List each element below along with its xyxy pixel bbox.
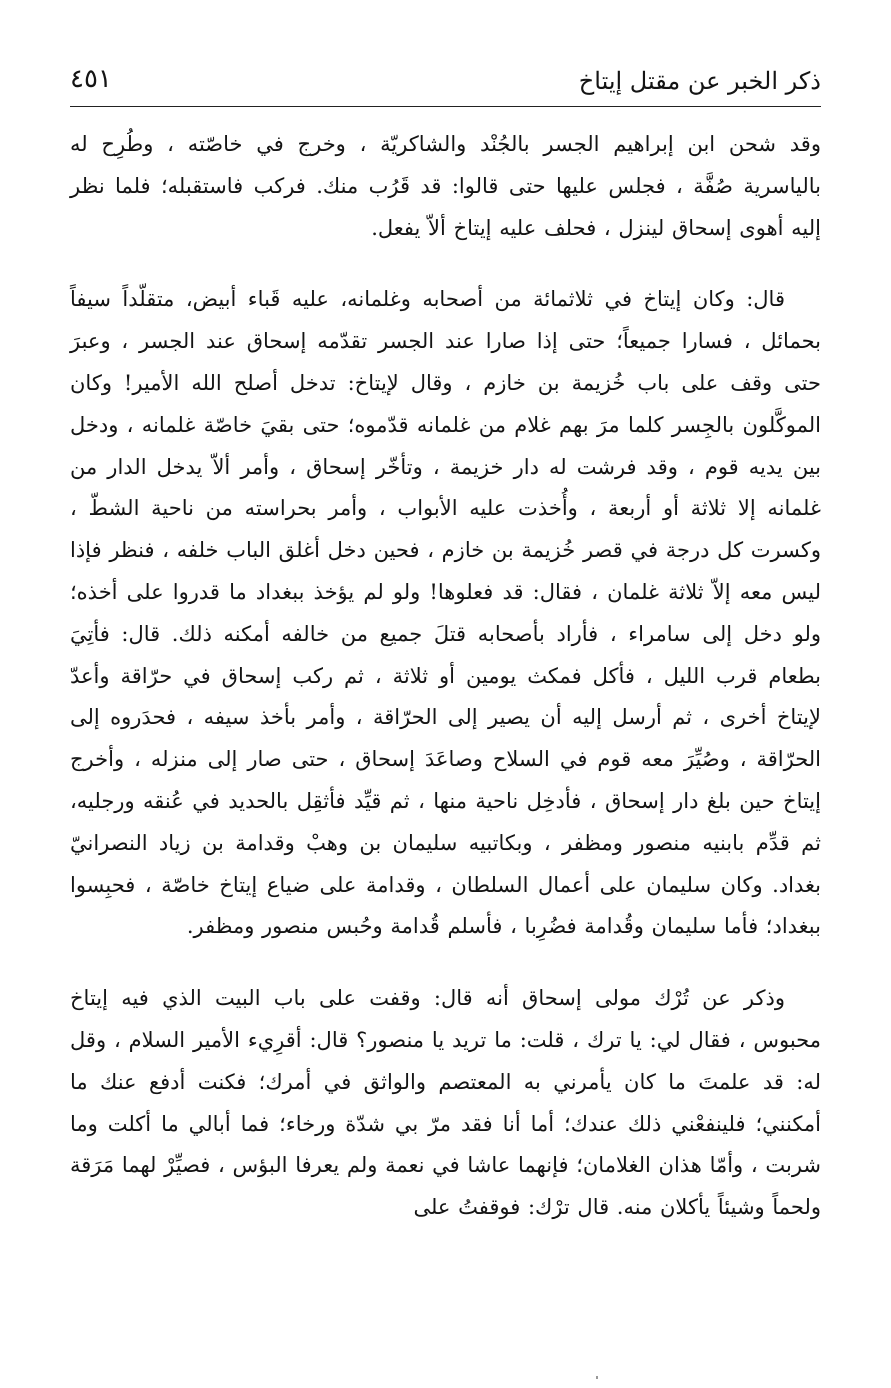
- paragraph: قال: وكان إيتاخ في ثلاثمائة من أصحابه وغلمانه، عليه قَباء أبيض، متقلّداً سيفاً بحمائل ، فسارا جميعاً؛ حتى إذا صارا عند الجسر تقدّمه إسحاق عند الجسر ، وعبرَ حتى وقف على باب خُزيمة بن خازم ، وقال لإيتاخ: تدخل أصلح الله الأمير! وكان الموكَّلون بالجِسر كلما مرَ بهم غلام من غلمانه قدّموه؛ حتى بقيَ خاصّة غلمانه ، ودخل بين يديه قوم ، وقد فرشت له دار خزيمة ، وتأخّر إسحاق ، وأمر ألاّ يدخل الدار من غلمانه إلا ثلاثة أو أربعة ، وأُخذت عليه الأبواب ، وأمر بحراسته من ناحية الشطّ ، وكسرت كل درجة في قصر خُزيمة بن خازم ، فحين دخل أغلق الباب خلفه ، فنظر فإذا ليس معه إلاّ ثلاثة غلمان ، فقال: قد فعلوها! ولو لم يؤخذ ببغداد ما قدروا على أخذه؛ ولو دخل إلى سامراء ، فأراد بأصحابه قتلَ جميع من خالفه أمكنه ذلك. قال: فأتِيَ بطعام قرب الليل ، فأكل فمكث يومين أو ثلاثة ، ثم ركب إسحاق في حرّاقة وأعدّ لإيتاخ أخرى ، ثم أرسل إليه أن يصير إلى الحرّاقة ، وأمر بأخذ سيفه ، فحدَروه إلى الحرّاقة ، وصُيِّرَ معه قوم في السلاح وصاعَدَ إسحاق ، حتى صار إلى منزله ، وأخرج إيتاخ حين بلغ دار إسحاق ، فأدخِل ناحية منها ، ثم قيِّد فأثقِل بالحديد في عُنقه ورجليه، ثم قدِّم بابنيه منصور ومظفر ، وبكاتبيه سليمان بن وهبْ وقدامة بن زياد النصرانيّ بغداد. وكان سليمان على أعمال السلطان ، وقدامة على ضياع إيتاخ خاصّة ، فحبِسوا ببغداد؛ فأما سليمان وقُدامة فضُرِبا ، فأسلم قُدامة وحُبس منصور ومظفر.: [70, 287, 821, 939]
- paragraph: وقد شحن ابن إبراهيم الجسر بالجُنْد والشاكريّة ، وخرج في خاصّته ، وطُرِح له بالياسرية صُفَّة ، فجلس عليها حتى قالوا: قد قَرُب منك. فركب فاستقبله؛ فلما نظر إليه أهوى إسحاق لينزل ، فحلف عليه إيتاخ ألاّ يفعل.: [70, 132, 821, 240]
- page-header: [70, 58, 821, 106]
- header-divider: [70, 106, 821, 107]
- body-text: [70, 124, 821, 1229]
- scan-speck: [596, 1376, 598, 1379]
- page-number: ٤٥١: [70, 64, 112, 94]
- running-title: ذكر الخبر عن مقتل إيتاخ: [578, 67, 821, 95]
- paragraph: وذكر عن تُرْك مولى إسحاق أنه قال: وقفت على باب البيت الذي فيه إيتاخ محبوس ، فقال لي: يا ترك ، قلت: ما تريد يا منصور؟ قال: أقرِيء الأمير السلام ، وقل له: قد علمتَ ما كان يأمرني به المعتصم والواثق في أمرك؛ فكنت أدفع عنك ما أمكنني؛ فلينفعْني ذلك عندك؛ أما أنا فقد مرّ بي شدّة ورخاء؛ فما أبالي ما أكلت وما شربت ، وأمّا هذان الغلامان؛ فإنهما عاشا في نعمة ولم يعرفا البؤس ، فصيِّرْ لهما مَرَقة ولحماً وشيئاً يأكلان منه. قال ترْك: فوقفتُ على: [70, 986, 821, 1220]
